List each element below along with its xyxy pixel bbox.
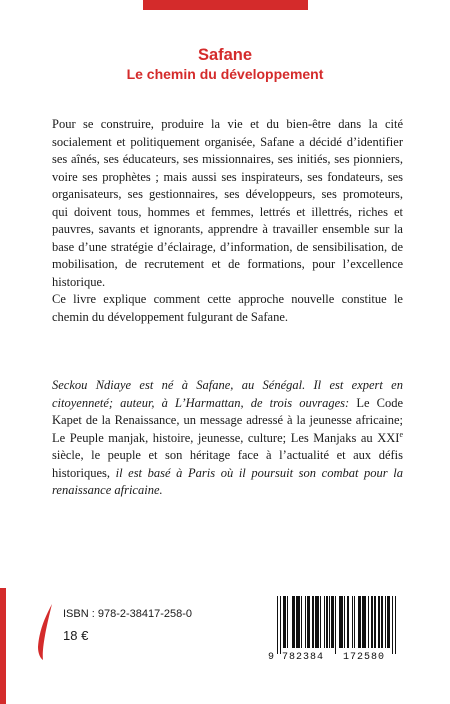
bio-book-2: Le Peuple manjak, histoire, jeunesse, culture — [52, 430, 283, 445]
isbn-text: ISBN : 978-2-38417-258-0 — [63, 608, 193, 620]
barcode-digits-right: 172580 — [343, 652, 386, 663]
price-text: 18 € — [63, 628, 89, 643]
bio-separator-2: ; — [282, 430, 291, 445]
publisher-logo-icon — [36, 603, 54, 661]
author-bio — [52, 377, 403, 500]
book-subtitle: Le chemin du développement — [126, 66, 324, 82]
barcode — [268, 596, 404, 668]
left-accent-bar — [0, 588, 6, 704]
bio-book-3-start: Les Manjaks au XXI — [290, 430, 400, 445]
book-title: Safane — [197, 46, 253, 64]
barcode-bar — [395, 596, 396, 654]
summary-paragraph-2: Ce livre explique comment cette approche nouvelle constitue le chemin du développement fulgurant de Safane. — [52, 292, 403, 324]
barcode-bars — [277, 596, 397, 652]
barcode-digits-left: 782384 — [282, 652, 325, 663]
bio-separator-1: ; — [399, 413, 403, 427]
bio-book-3-superscript: e — [399, 429, 403, 439]
bio-intro: Seckou Ndiaye est né à Safane, au Sénégal. Il est expert en citoyenneté; auteur, à L’Harmattan, de trois ouvrages: — [52, 378, 403, 410]
summary-paragraph-1: Pour se construire, produire la vie et du bien-être dans la cité socialement et politiquement organisée, Safane a décidé d’identifier ses aînés, ses éducateurs, ses missionnaires, ses initiés, ses pionniers, voire ses prophètes ; mais aussi ses inspirateurs, ses fondateurs, ses organisateurs, ses gestionnaires, ses développeurs, ses promoteurs, qui doivent tous, hommes et femmes, lettrés et illettrés, riches et pauvres, savants et ignorants, apprendre à travailler ensemble sur la base d’une stratégie d’éclairage, d’information, de sensibilisation, de mobilisation, de recrutement et de formations, pour l’excellence historique. — [52, 117, 403, 289]
barcode-digit-first: 9 — [268, 652, 275, 663]
summary-text — [52, 116, 403, 326]
bio-book-3-end: siècle, le peuple et son héritage face à l’actualité et aux défis historiques — [52, 448, 403, 480]
bio-book-1: Le Code Kapet de la Renaissance, un message adressé à la jeunesse africaine — [52, 395, 403, 427]
top-accent-bar — [143, 0, 308, 10]
bio-outro: , il est basé à Paris où il poursuit son combat pour la renaissance africaine. — [52, 465, 403, 497]
